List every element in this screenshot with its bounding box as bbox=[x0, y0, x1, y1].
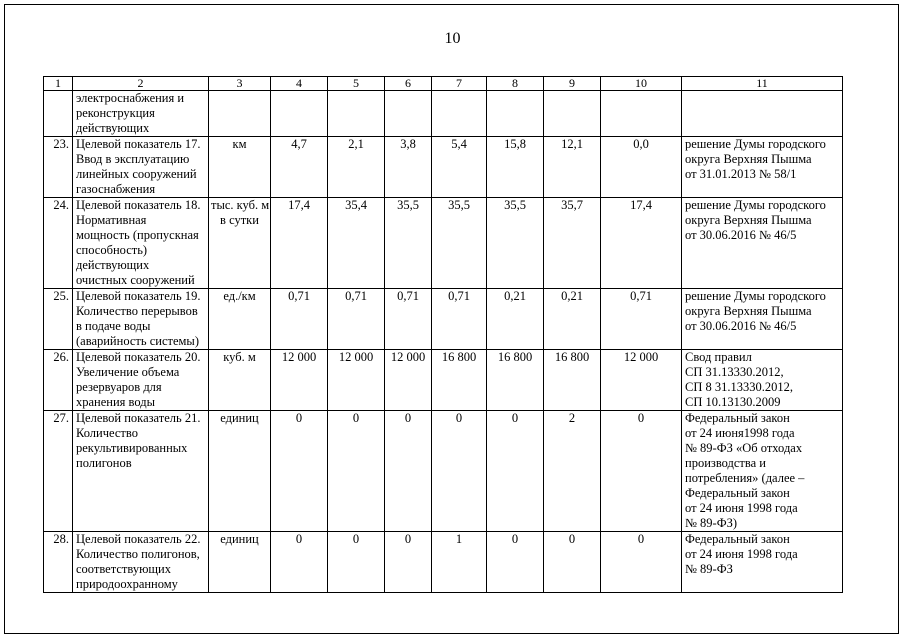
value-cell: 35,5 bbox=[432, 198, 487, 289]
value-cell bbox=[432, 91, 487, 137]
value-cell: 0,71 bbox=[328, 289, 385, 350]
cell-line: СП 31.13330.2012, bbox=[685, 365, 784, 379]
value-cell: 0 bbox=[601, 532, 682, 593]
header-cell: 4 bbox=[271, 77, 328, 91]
indicator-description-cell bbox=[73, 411, 209, 532]
table-row bbox=[44, 289, 843, 350]
cell-line: линейных сооружений bbox=[76, 167, 197, 181]
cell-line: Увеличение объема bbox=[76, 365, 180, 379]
unit-cell bbox=[209, 350, 271, 411]
legal-basis-cell bbox=[682, 350, 843, 411]
cell-line: округа Верхняя Пышма bbox=[685, 304, 812, 318]
table-row bbox=[44, 350, 843, 411]
value-cell bbox=[544, 91, 601, 137]
indicator-description-cell bbox=[73, 289, 209, 350]
value-cell: 17,4 bbox=[601, 198, 682, 289]
indicator-description-cell bbox=[73, 91, 209, 137]
cell-line: СП 10.13130.2009 bbox=[685, 395, 781, 409]
cell-line: мощность (пропускная bbox=[76, 228, 199, 242]
cell-line: № 89-ФЗ) bbox=[685, 516, 738, 530]
value-cell bbox=[385, 91, 432, 137]
value-cell: 16 800 bbox=[432, 350, 487, 411]
value-cell: 0 bbox=[487, 532, 544, 593]
value-cell: 0 bbox=[601, 411, 682, 532]
value-cell: 12 000 bbox=[328, 350, 385, 411]
value-cell: 16 800 bbox=[487, 350, 544, 411]
legal-basis-cell bbox=[682, 137, 843, 198]
header-cell: 9 bbox=[544, 77, 601, 91]
indicator-description-cell bbox=[73, 137, 209, 198]
value-cell: 0,71 bbox=[271, 289, 328, 350]
cell-line: единиц bbox=[220, 532, 259, 546]
value-cell: 3,8 bbox=[385, 137, 432, 198]
row-number-cell bbox=[44, 91, 73, 137]
cell-line: решение Думы городского bbox=[685, 289, 826, 303]
cell-line: Ввод в эксплуатацию bbox=[76, 152, 190, 166]
cell-line: км bbox=[232, 137, 247, 151]
cell-line: Федеральный закон bbox=[685, 411, 790, 425]
cell-line: электроснабжения и bbox=[76, 91, 185, 105]
cell-line: от 31.01.2013 № 58/1 bbox=[685, 167, 797, 181]
cell-line: действующих bbox=[76, 121, 150, 135]
value-cell: 0 bbox=[328, 532, 385, 593]
cell-line: соответствующих bbox=[76, 562, 171, 576]
value-cell: 0 bbox=[385, 532, 432, 593]
value-cell: 0,71 bbox=[385, 289, 432, 350]
value-cell: 12 000 bbox=[271, 350, 328, 411]
legal-basis-cell bbox=[682, 532, 843, 593]
value-cell: 0 bbox=[271, 411, 328, 532]
cell-line: от 30.06.2016 № 46/5 bbox=[685, 319, 797, 333]
cell-line: Количество полигонов, bbox=[76, 547, 200, 561]
unit-cell bbox=[209, 289, 271, 350]
value-cell: 1 bbox=[432, 532, 487, 593]
value-cell: 35,4 bbox=[328, 198, 385, 289]
cell-line: тыс. куб. м bbox=[211, 198, 270, 212]
cell-line: в сутки bbox=[220, 213, 259, 227]
header-cell: 3 bbox=[209, 77, 271, 91]
cell-line: № 89-ФЗ «Об отходах bbox=[685, 441, 803, 455]
value-cell: 12 000 bbox=[385, 350, 432, 411]
value-cell: 0,71 bbox=[432, 289, 487, 350]
table-row bbox=[44, 137, 843, 198]
value-cell bbox=[601, 91, 682, 137]
cell-line: СП 8 31.13330.2012, bbox=[685, 380, 793, 394]
indicators-table bbox=[43, 76, 843, 593]
value-cell: 0 bbox=[432, 411, 487, 532]
value-cell: 12,1 bbox=[544, 137, 601, 198]
value-cell: 4,7 bbox=[271, 137, 328, 198]
cell-line: Федеральный закон bbox=[685, 532, 790, 546]
table-row bbox=[44, 91, 843, 137]
unit-cell bbox=[209, 532, 271, 593]
cell-line: Целевой показатель 19. bbox=[76, 289, 201, 303]
unit-cell bbox=[209, 91, 271, 137]
header-cell: 6 bbox=[385, 77, 432, 91]
value-cell bbox=[487, 91, 544, 137]
cell-line: резервуаров для bbox=[76, 380, 162, 394]
cell-line: решение Думы городского bbox=[685, 198, 826, 212]
value-cell: 2 bbox=[544, 411, 601, 532]
cell-line: решение Думы городского bbox=[685, 137, 826, 151]
value-cell: 35,5 bbox=[487, 198, 544, 289]
cell-line: способность) bbox=[76, 243, 148, 257]
header-cell: 2 bbox=[73, 77, 209, 91]
header-cell: 8 bbox=[487, 77, 544, 91]
cell-line: единиц bbox=[220, 411, 259, 425]
value-cell: 16 800 bbox=[544, 350, 601, 411]
header-cell: 10 bbox=[601, 77, 682, 91]
row-number-cell: 27. bbox=[44, 411, 73, 532]
cell-line: действующих bbox=[76, 258, 150, 272]
value-cell: 5,4 bbox=[432, 137, 487, 198]
cell-line: Федеральный закон bbox=[685, 486, 790, 500]
row-number-cell: 25. bbox=[44, 289, 73, 350]
value-cell: 0 bbox=[385, 411, 432, 532]
row-number-cell: 28. bbox=[44, 532, 73, 593]
value-cell: 0,0 bbox=[601, 137, 682, 198]
cell-line: Целевой показатель 17. bbox=[76, 137, 201, 151]
value-cell: 0 bbox=[487, 411, 544, 532]
unit-cell bbox=[209, 411, 271, 532]
header-cell: 5 bbox=[328, 77, 385, 91]
header-cell: 1 bbox=[44, 77, 73, 91]
header-cell: 7 bbox=[432, 77, 487, 91]
value-cell: 15,8 bbox=[487, 137, 544, 198]
legal-basis-cell bbox=[682, 198, 843, 289]
cell-line: ед./км bbox=[223, 289, 256, 303]
cell-line: очистных сооружений bbox=[76, 273, 195, 287]
cell-line: Количество bbox=[76, 426, 138, 440]
cell-line: Целевой показатель 22. bbox=[76, 532, 201, 546]
cell-line: от 24 июня1998 года bbox=[685, 426, 795, 440]
cell-line: реконструкция bbox=[76, 106, 155, 120]
cell-line: куб. м bbox=[223, 350, 256, 364]
cell-line: производства и bbox=[685, 456, 766, 470]
value-cell: 0 bbox=[271, 532, 328, 593]
cell-line: природоохранному bbox=[76, 577, 178, 591]
cell-line: Целевой показатель 21. bbox=[76, 411, 201, 425]
cell-line: № 89-ФЗ bbox=[685, 562, 733, 576]
cell-line: от 24 июня 1998 года bbox=[685, 547, 798, 561]
legal-basis-cell bbox=[682, 289, 843, 350]
row-number-cell: 26. bbox=[44, 350, 73, 411]
cell-line: (аварийность системы) bbox=[76, 334, 199, 348]
table-row bbox=[44, 411, 843, 532]
table-header-row bbox=[44, 77, 843, 91]
value-cell: 12 000 bbox=[601, 350, 682, 411]
cell-line: Целевой показатель 20. bbox=[76, 350, 201, 364]
cell-line: газоснабжения bbox=[76, 182, 156, 196]
cell-line: Нормативная bbox=[76, 213, 147, 227]
value-cell: 0,21 bbox=[487, 289, 544, 350]
value-cell: 17,4 bbox=[271, 198, 328, 289]
cell-line: от 30.06.2016 № 46/5 bbox=[685, 228, 797, 242]
cell-line: потребления» (далее – bbox=[685, 471, 805, 485]
cell-line: округа Верхняя Пышма bbox=[685, 213, 812, 227]
page-number: 10 bbox=[444, 30, 461, 47]
legal-basis-cell bbox=[682, 411, 843, 532]
cell-line: от 24 июня 1998 года bbox=[685, 501, 798, 515]
row-number-cell: 23. bbox=[44, 137, 73, 198]
header-cell: 11 bbox=[682, 77, 843, 91]
cell-line: хранения воды bbox=[76, 395, 156, 409]
cell-line: в подаче воды bbox=[76, 319, 151, 333]
value-cell: 0 bbox=[328, 411, 385, 532]
cell-line: Свод правил bbox=[685, 350, 752, 364]
unit-cell bbox=[209, 198, 271, 289]
value-cell: 2,1 bbox=[328, 137, 385, 198]
cell-line: Целевой показатель 18. bbox=[76, 198, 201, 212]
table-row bbox=[44, 532, 843, 593]
value-cell: 35,7 bbox=[544, 198, 601, 289]
indicator-description-cell bbox=[73, 350, 209, 411]
cell-line: рекультивированных bbox=[76, 441, 188, 455]
row-number-cell: 24. bbox=[44, 198, 73, 289]
unit-cell bbox=[209, 137, 271, 198]
indicator-description-cell bbox=[73, 198, 209, 289]
cell-line: округа Верхняя Пышма bbox=[685, 152, 812, 166]
value-cell: 0,71 bbox=[601, 289, 682, 350]
value-cell: 0 bbox=[544, 532, 601, 593]
value-cell bbox=[328, 91, 385, 137]
value-cell: 35,5 bbox=[385, 198, 432, 289]
legal-basis-cell bbox=[682, 91, 843, 137]
cell-line: Количество перерывов bbox=[76, 304, 198, 318]
indicator-description-cell bbox=[73, 532, 209, 593]
value-cell: 0,21 bbox=[544, 289, 601, 350]
value-cell bbox=[271, 91, 328, 137]
table-row bbox=[44, 198, 843, 289]
cell-line: полигонов bbox=[76, 456, 132, 470]
